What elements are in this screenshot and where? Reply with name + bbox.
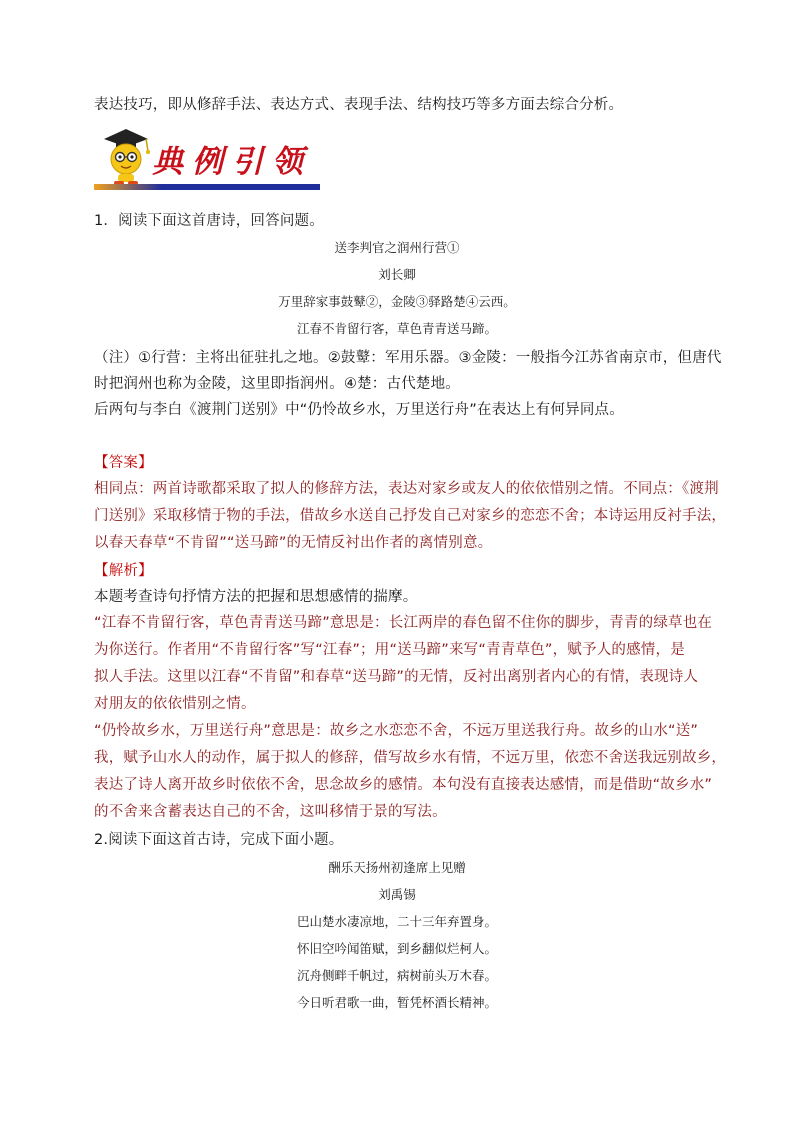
q1-poem-line: 万里辞家事鼓鼙②，金陵③驿路楚④云西。 <box>278 294 516 309</box>
banner-underline <box>94 184 320 190</box>
q1-prompt: 1．阅读下面这首唐诗，回答问题。 <box>94 213 324 229</box>
answer-line: 相同点：两首诗歌都采取了拟人的修辞方法，表达对家乡或友人的依依惜别之情。不同点：《渡荆 <box>94 481 719 497</box>
analysis-tag: 【解析】 <box>94 563 153 579</box>
analysis-line: 拟人手法。这里以江春“不肯留”和春草“送马蹄”的无情，反衬出离别者内心的有情，表现诗人 <box>94 669 699 685</box>
answer-line: 以春天春草“不肯留”“送马蹄”的无情反衬出作者的离情别意。 <box>94 535 493 551</box>
analysis-line: “江春不肯留行客，草色青青送马蹄”意思是：长江两岸的春色留不住你的脚步，青青的绿草也在 <box>94 615 713 631</box>
q2-prompt: 2.阅读下面这首古诗，完成下面小题。 <box>94 832 344 848</box>
q2-poem-line: 今日听君歌一曲，暂凭杯酒长精神。 <box>296 995 497 1010</box>
analysis-line: 表达了诗人离开故乡时依依不舍，思念故乡的感情。本句没有直接表达感情，而是借助“故乡水” <box>94 777 713 793</box>
q2-poem-author: 刘禹锡 <box>378 887 416 902</box>
banner-title: 典例引领 <box>152 144 312 180</box>
analysis-line: 的不舍来含蓄表达自己的不舍，这叫移情于景的写法。 <box>94 804 447 820</box>
q1-note-line: （注）①行营：主将出征驻扎之地。②鼓鼙：军用乐器。③金陵：一般指今江苏省南京市，但唐代 <box>94 350 722 366</box>
scholar-mascot-icon <box>96 125 158 187</box>
q1-poem-title: 送李判官之润州行营① <box>334 240 460 255</box>
q2-poem-line: 巴山楚水凄凉地，二十三年弃置身。 <box>296 914 497 929</box>
q2-poem-line: 沉舟侧畔千帆过，病树前头万木春。 <box>296 968 497 983</box>
analysis-line: “仍怜故乡水，万里送行舟”意思是：故乡之水恋恋不舍，不远万里送我行舟。故乡的山水“送” <box>94 723 699 739</box>
answer-tag: 【答案】 <box>94 455 153 471</box>
section-banner <box>94 125 320 195</box>
analysis-line: 为你送行。作者用“不肯留行客”写“江春”；用“送马蹄”来写“青青草色”，赋予人的感情，是 <box>94 642 685 658</box>
answer-line: 门送别》采取移情于物的手法，借故乡水送自己抒发自己对家乡的恋恋不舍；本诗运用反衬手法， <box>94 508 727 524</box>
q2-poem-title: 酬乐天扬州初逢席上见赠 <box>328 860 466 875</box>
q1-poem-author: 刘长卿 <box>378 267 416 282</box>
analysis-intro: 本题考查诗句抒情方法的把握和思想感情的揣摩。 <box>94 589 418 605</box>
q1-note-line: 时把润州也称为金陵，这里即指润州。④楚：古代楚地。 <box>94 376 460 392</box>
analysis-line: 我，赋予山水人的动作，属于拟人的修辞，借写故乡水有情，不远万里，依恋不舍送我远别故乡， <box>94 750 727 766</box>
analysis-line: 对朋友的依依惜别之情。 <box>94 696 256 712</box>
q2-poem-line: 怀旧空吟闻笛赋，到乡翻似烂柯人。 <box>296 941 497 956</box>
q1-poem-line: 江春不肯留行客，草色青青送马蹄。 <box>296 321 497 336</box>
intro-line: 表达技巧，即从修辞手法、表达方式、表现手法、结构技巧等多方面去综合分析。 <box>94 97 624 113</box>
q1-question: 后两句与李白《渡荆门送别》中“仍怜故乡水，万里送行舟”在表达上有何异同点。 <box>94 402 624 418</box>
